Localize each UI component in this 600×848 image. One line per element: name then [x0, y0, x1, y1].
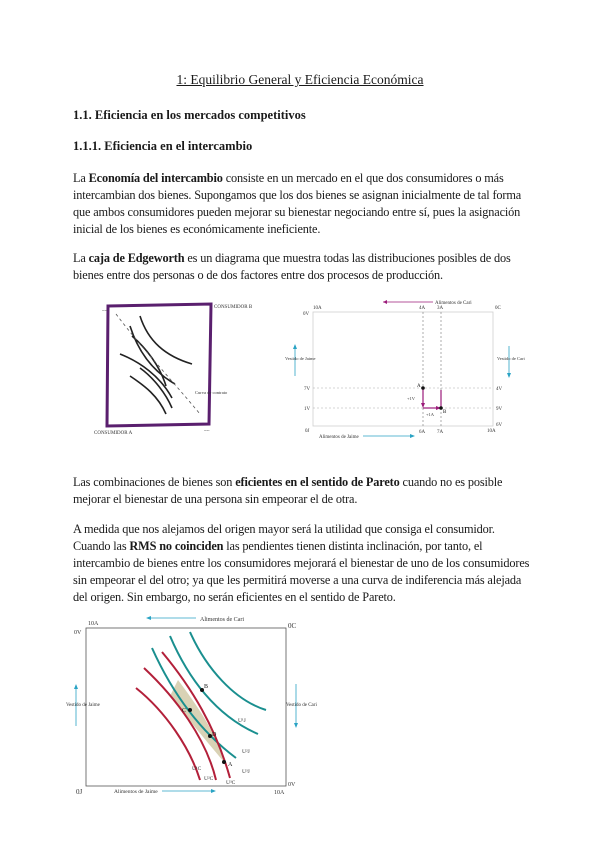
svg-text:B: B — [204, 684, 209, 690]
svg-text:10A: 10A — [88, 621, 99, 627]
svg-text:4A: 4A — [419, 306, 426, 311]
svg-text:3A: 3A — [437, 306, 444, 311]
svg-text:U³J: U³J — [242, 769, 250, 775]
svg-text:7A: 7A — [437, 430, 444, 435]
svg-text:0J: 0J — [76, 788, 83, 796]
svg-text:Vestido de Cari: Vestido de Cari — [497, 356, 525, 361]
svg-text:Vestido de Jaime: Vestido de Jaime — [285, 356, 316, 361]
svg-text:6V: 6V — [496, 423, 503, 428]
svg-text:Alimentos de Cari: Alimentos de Cari — [435, 301, 472, 306]
point-a — [222, 760, 226, 764]
svg-text:U¹J: U¹J — [238, 718, 246, 724]
svg-text:B: B — [443, 410, 447, 415]
subsection-heading: 1.1.1. Eficiencia en el intercambio — [73, 139, 253, 153]
svg-text:+1A: +1A — [426, 412, 435, 417]
svg-text:0V: 0V — [74, 630, 82, 636]
svg-text:~~: ~~ — [204, 429, 210, 434]
svg-text:CONSUMIDOR B: CONSUMIDOR B — [214, 305, 253, 310]
paragraph-pareto: Las combinaciones de bienes son eficientes en el sentido de Pareto cuando no es posible mejorar el bienestar de una persona sin empeorar el de otra. — [73, 475, 503, 506]
svg-text:0J: 0J — [305, 429, 310, 434]
svg-text:10A: 10A — [274, 790, 285, 796]
svg-text:Alimentos de Jaime: Alimentos de Jaime — [114, 789, 158, 795]
svg-text:A: A — [417, 384, 421, 389]
paragraph-edgeworth: La caja de Edgeworth es un diagrama que muestra todas las distribuciones posibles de dos bienes entre dos personas o de dos factores entre dos procesos de producción. — [73, 251, 511, 282]
svg-text:U²C: U²C — [204, 776, 214, 782]
svg-text:Alimentos de Cari: Alimentos de Cari — [200, 617, 244, 623]
svg-text:C: C — [182, 708, 187, 714]
svg-text:0C: 0C — [495, 306, 501, 311]
point-c — [188, 708, 192, 712]
edgeworth-box-figure — [283, 296, 523, 440]
svg-text:10A: 10A — [487, 429, 496, 434]
paragraph-intercambio: La Economía del intercambio consiste en un mercado en el que dos consumidores o más intercambian dos bienes. Supongamos que los dos bienes se asignan inicialmente de tal forma que ambos consumidores pueden mejorar su bienestar negociando entre sí, pues la asignación inicial de los bienes es económicamente ineficiente. — [73, 171, 522, 236]
section-heading: 1.1. Eficiencia en los mercados competitivos — [73, 108, 306, 122]
svg-text:Alimentos de Jaime: Alimentos de Jaime — [319, 435, 359, 440]
svg-text:4V: 4V — [496, 387, 503, 392]
svg-text:U¹C: U¹C — [192, 766, 202, 772]
svg-text:CONSUMIDOR A: CONSUMIDOR A — [94, 431, 133, 436]
svg-text:7V: 7V — [304, 387, 311, 392]
svg-text:0V: 0V — [303, 312, 310, 317]
edgeworth-sketch-figure — [80, 296, 253, 440]
point-a — [421, 386, 425, 390]
svg-text:Vestido de Cari: Vestido de Cari — [286, 703, 317, 708]
svg-text:1V: 1V — [304, 407, 311, 412]
svg-text:D: D — [212, 732, 217, 738]
svg-text:0V: 0V — [288, 782, 296, 788]
svg-text:U³C: U³C — [226, 780, 236, 786]
svg-text:A: A — [228, 762, 233, 768]
svg-text:0C: 0C — [288, 622, 297, 630]
paragraph-rms: A medida que nos alejamos del origen mayor será la utilidad que consiga el consumidor. Cuando las RMS no coinciden las pendientes tienen distinta inclinación, por tanto, el intercambio de bienes entre los consumidores mejorará el bienestar de uno de los consumidores sin empeorar el del otro; ya que les permitirá moverse a una curva de indiferencia más alejada del origen. Sin embargo, no serán eficientes en el sentido de Pareto. — [73, 522, 530, 604]
document-title: 1: Equilibrio General y Eficiencia Económica — [176, 72, 424, 87]
svg-text:U²J: U²J — [242, 749, 250, 755]
svg-text:10A: 10A — [313, 306, 322, 311]
svg-text:6A: 6A — [419, 430, 426, 435]
svg-text:Curva de contrato: Curva de contrato — [195, 390, 228, 395]
indifference-curves-figure — [66, 608, 317, 800]
svg-text:+1V: +1V — [407, 396, 416, 401]
svg-text:~~: ~~ — [102, 309, 108, 314]
svg-text:Vestido de Jaime: Vestido de Jaime — [66, 703, 100, 708]
svg-text:9V: 9V — [496, 407, 503, 412]
